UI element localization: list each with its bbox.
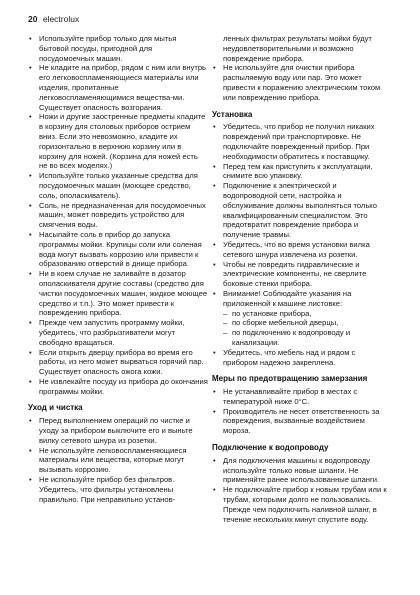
installation-list-2 bbox=[212, 348, 392, 368]
list-item: • Не подключайте прибор к новым трубам или к трубам, которыми долго не пользовались. Прежде чем подключить наливной шланг, в течение нескольких минут спустите воду. bbox=[212, 485, 392, 524]
list-item: • Убедитесь, что мебель над и рядом с прибором надежно закреплена. bbox=[212, 348, 392, 368]
list-item: • Соль, не предназначенная для посудомоечных машин, может повредить устройство для смягчения воды. bbox=[28, 201, 208, 230]
continuation-text: ленных фильтрах результаты мойки будут неудовлетворительными и возможно повреждение прибора. bbox=[223, 34, 372, 63]
list-item: • Не кладите на прибор, рядом с ним или внутрь его легковоспламеняющиеся материалы или изделия, пропитанные легковоспламеняющимися вещества-ми. Существует опасность возгорания. bbox=[28, 63, 208, 112]
list-item: • Не используйте прибор без фильтров. Убедитесь, что фильтры установлены правильно. При неправильно установ- bbox=[28, 475, 208, 504]
list-item: • Ни в коем случае не заливайте в дозатор ополаскивателя другие составы (средство для чистки посудомоечных машин, жидкое моющее средство и т.п.). Это может привести к повреждению прибора. bbox=[28, 269, 208, 318]
safety-list bbox=[28, 34, 208, 396]
list-item: • Не извлекайте посуду из прибора до окончания программы мойки. bbox=[28, 377, 208, 397]
list-item: • Подключение к электрической и водопроводной сети, настройка и обслуживание должны выполняться только квалифицированным специалистом. Это предотвратит повреждение прибора и получение травмы. bbox=[212, 181, 392, 240]
brand-name: electrolux bbox=[42, 14, 80, 24]
care-list bbox=[28, 416, 208, 504]
list-item: • Чтобы не повредить гидравлические и электрические компоненты, не сверлите боковые стенки прибора. bbox=[212, 260, 392, 289]
list-item: • Убедитесь, что прибор не получил никаких повреждений при транспортировке. Не подключайте поврежденный прибор. При необходимости обратитесь к поставщику. bbox=[212, 122, 392, 161]
section-title-water: Подключение к водопроводу bbox=[212, 443, 329, 453]
list-item: • Не используйте для очистки прибора распыляемую воду или пар. Это может привести к поражению электрическим током или повреждению прибора. bbox=[212, 63, 392, 102]
page-header bbox=[28, 14, 79, 24]
sub-list-item: – по установке прибора, bbox=[212, 309, 392, 319]
page-number: 20 bbox=[28, 14, 38, 24]
list-item: • Не устанавливайте прибор в местах с температурой ниже 0°C. bbox=[212, 387, 392, 407]
list-item: • Для подключения машины к водопроводу используйте только новые шланги. Не применяйте ранее использованные шланги. bbox=[212, 456, 392, 485]
care-list-continued bbox=[212, 63, 392, 102]
sub-list-item: – по подключению к водопроводу и канализации. bbox=[212, 328, 392, 348]
list-item: • Используйте только указанные средства для посудомоечных машин (моющее средство, соль, ополаскиватель). bbox=[28, 171, 208, 200]
list-item: • Производитель не несет ответственность за повреждения, вызванные воздействием мороза. bbox=[212, 407, 392, 436]
section-title-care: Уход и чистка bbox=[28, 403, 83, 413]
list-item: • Ножи и другие заостренные предметы кладите в корзину для столовых приборов острием вниз. Если это невозможно, кладите их горизонтально в верхнюю корзину или в корзину для ножей. (Корзина для ножей есть не во всех моделях.) bbox=[28, 112, 208, 171]
right-column bbox=[212, 34, 392, 524]
list-item: • Перед выполнением операций по чистке и уходу за прибором выключите его и выньте вилку сетевого шнура из розетки. bbox=[28, 416, 208, 445]
section-title-frost: Меры по предотвращению замерзания bbox=[212, 374, 368, 384]
section-title-installation: Установка bbox=[212, 109, 253, 119]
list-item: • Прежде чем запустить программу мойки, убедитесь, что разбрызгиватели могут свободно вращаться. bbox=[28, 318, 208, 347]
list-item: • Используйте прибор только для мытья бытовой посуды, пригодной для посудомоечных машин. bbox=[28, 34, 208, 63]
list-item: • Перед тем как приступить к эксплуатации, снимите всю упаковку. bbox=[212, 162, 392, 182]
water-list bbox=[212, 456, 392, 525]
list-item: • Убедитесь, что во время установки вилка сетевого шнура извлечена из розетки. bbox=[212, 240, 392, 260]
left-column bbox=[28, 34, 208, 504]
list-item: • Внимание! Соблюдайте указания на приложенной к машине листовке: bbox=[212, 289, 392, 309]
list-item: • Если открыть дверцу прибора во время его работы, из него может вырваться горячий пар. Существует опасность ожога кожи. bbox=[28, 348, 208, 377]
frost-list bbox=[212, 387, 392, 436]
list-item: • Не используйте легковоспламеняющиеся материалы или вещества, которые могут вызывать коррозию. bbox=[28, 446, 208, 475]
list-item: • Насыпайте соль в прибор до запуска программы мойки. Крупицы соли или соленая вода могут вызвать коррозию или привести к образованию отверстий в днище прибора. bbox=[28, 230, 208, 269]
sub-list-item: – по сборке мебельной дверцы, bbox=[212, 318, 392, 328]
installation-list bbox=[212, 122, 392, 308]
installation-sublist bbox=[212, 309, 392, 348]
